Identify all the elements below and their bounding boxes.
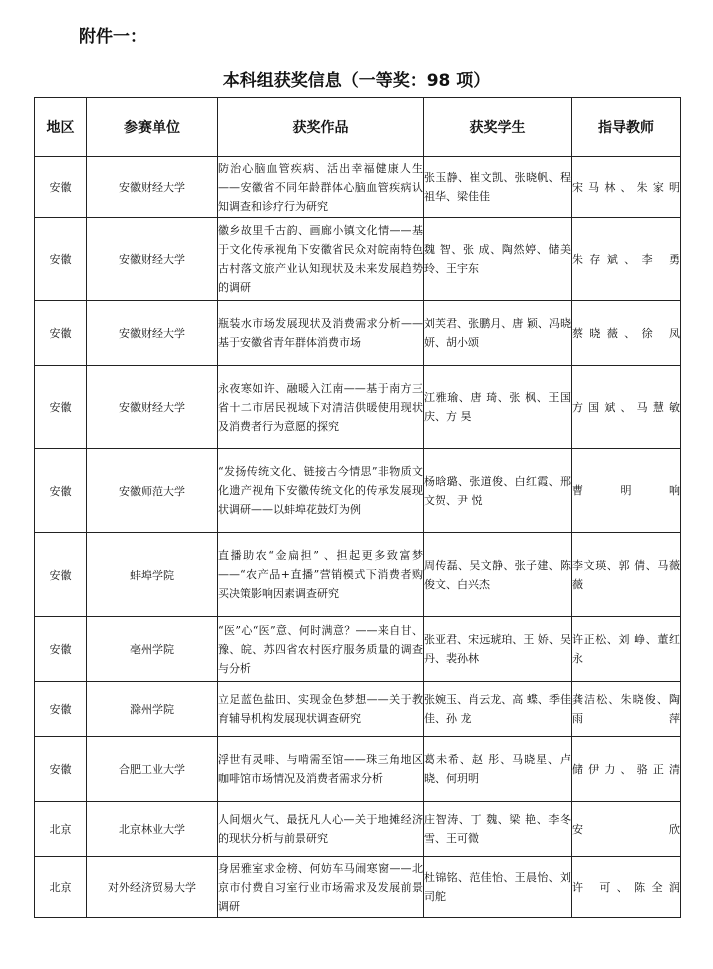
cell-unit: 北京林业大学: [87, 802, 218, 857]
cell-region: 安徽: [35, 218, 87, 301]
cell-students: 庄智涛、丁 魏、梁 艳、李冬雪、王可微: [424, 802, 572, 857]
cell-students: 魏 智、张 成、陶然婷、储美玲、王宇东: [424, 218, 572, 301]
cell-region: 北京: [35, 802, 87, 857]
cell-teachers: 方国斌、马慧敏: [572, 366, 681, 449]
table-row: [35, 857, 681, 918]
cell-work: 永夜寒如许、融暖入江南——基于南方三省十二市居民视域下对清洁供暖使用现状及消费者行为意愿的探究: [218, 366, 424, 449]
page-title: 本科组获奖信息（一等奖：98 项）: [222, 71, 491, 91]
cell-unit: 安徽财经大学: [87, 366, 218, 449]
cell-work: 防治心脑血管疾病、活出幸福健康人生——安徽省不同年龄群体心脑血管疾病认知调查和诊疗行为研究: [218, 157, 424, 218]
cell-teachers: 许正松、刘 峥、董红永: [572, 617, 681, 682]
awards-table: [34, 97, 681, 918]
table-row: [35, 617, 681, 682]
cell-region: 安徽: [35, 682, 87, 737]
table-row: [35, 682, 681, 737]
cell-work: 瓶装水市场发展现状及消费需求分析——基于安徽省青年群体消费市场: [218, 301, 424, 366]
table-row: [35, 157, 681, 218]
cell-region: 安徽: [35, 157, 87, 218]
column-header-work: 获奖作品: [218, 98, 424, 157]
cell-work: 立足蓝色盐田、实现金色梦想——关于教育辅导机构发展现状调查研究: [218, 682, 424, 737]
column-header-region: 地区: [35, 98, 87, 157]
column-header-students: 获奖学生: [424, 98, 572, 157]
cell-students: 杜锦铭、范佳怡、王晨怡、刘司舵: [424, 857, 572, 918]
cell-teachers: 李文瑛、郭 倩、马薇薇: [572, 533, 681, 617]
cell-students: 张玉静、崔文凯、张晓帆、程祖华、梁佳佳: [424, 157, 572, 218]
cell-unit: 安徽财经大学: [87, 301, 218, 366]
cell-work: 人间烟火气、最抚凡人心—关于地摊经济的现状分析与前景研究: [218, 802, 424, 857]
cell-work: 徽乡故里千古韵、画廊小镇文化情——基于文化传承视角下安徽省民众对皖南特色古村落文旅产业认知现状及未来发展趋势的调研: [218, 218, 424, 301]
cell-students: 葛未希、赵 彤、马晓星、卢 晓、何玥明: [424, 737, 572, 802]
annex-label: 附件一：: [79, 27, 147, 47]
cell-teachers: 许 可、陈全润: [572, 857, 681, 918]
table-row: [35, 533, 681, 617]
cell-students: 张亚君、宋远琥珀、王 娇、吴 丹、裴孙林: [424, 617, 572, 682]
cell-work: 直播助农“金扁担” 、担起更多致富梦——“农产品+直播”营销模式下消费者购买决策影响因素调查研究: [218, 533, 424, 617]
cell-students: 周传磊、吴文静、张子建、陈俊文、白兴杰: [424, 533, 572, 617]
table-row: [35, 366, 681, 449]
cell-region: 安徽: [35, 533, 87, 617]
cell-unit: 对外经济贸易大学: [87, 857, 218, 918]
cell-unit: 安徽财经大学: [87, 218, 218, 301]
cell-teachers: 安 欣: [572, 802, 681, 857]
table-row: [35, 737, 681, 802]
cell-teachers: 朱存斌、李 勇: [572, 218, 681, 301]
cell-region: 安徽: [35, 301, 87, 366]
cell-unit: 合肥工业大学: [87, 737, 218, 802]
column-header-unit: 参赛单位: [87, 98, 218, 157]
table-header-row: [35, 98, 681, 157]
cell-unit: 安徽师范大学: [87, 449, 218, 533]
cell-teachers: 蔡晓薇、徐 凤: [572, 301, 681, 366]
table-row: [35, 218, 681, 301]
cell-work: “医”心“医”意、何时满意？——来自甘、豫、皖、苏四省农村医疗服务质量的调查与分析: [218, 617, 424, 682]
cell-region: 安徽: [35, 366, 87, 449]
cell-students: 江雅瑜、唐 琦、张 枫、王国庆、方 昊: [424, 366, 572, 449]
cell-region: 北京: [35, 857, 87, 918]
table-row: [35, 301, 681, 366]
cell-students: 刘芙君、张鹏月、唐 颖、冯晓妍、胡小颂: [424, 301, 572, 366]
cell-unit: 安徽财经大学: [87, 157, 218, 218]
cell-work: 身居雅室求金榜、何妨车马闹寒窗——北京市付费自习室行业市场需求及发展前景调研: [218, 857, 424, 918]
cell-region: 安徽: [35, 617, 87, 682]
table-row: [35, 802, 681, 857]
column-header-teachers: 指导教师: [572, 98, 681, 157]
cell-work: 浮世有灵啡、与啃需至馆——珠三角地区咖啡馆市场情况及消费者需求分析: [218, 737, 424, 802]
cell-region: 安徽: [35, 449, 87, 533]
cell-region: 安徽: [35, 737, 87, 802]
cell-teachers: 储伊力、骆正清: [572, 737, 681, 802]
cell-teachers: 曹明响: [572, 449, 681, 533]
cell-work: “发扬传统文化、链接古今情思”非物质文化遗产视角下安徽传统文化的传承发展现状调研——以蚌埠花鼓灯为例: [218, 449, 424, 533]
cell-students: 杨晗璐、张道俊、白红霞、邢文贺、尹 悦: [424, 449, 572, 533]
cell-teachers: 宋马林、朱家明: [572, 157, 681, 218]
cell-unit: 亳州学院: [87, 617, 218, 682]
table-row: [35, 449, 681, 533]
cell-students: 张婉玉、肖云龙、高 蝶、季佳佳、孙 龙: [424, 682, 572, 737]
cell-unit: 蚌埠学院: [87, 533, 218, 617]
cell-teachers: 龚洁松、朱晓俊、陶雨萍: [572, 682, 681, 737]
cell-unit: 滁州学院: [87, 682, 218, 737]
